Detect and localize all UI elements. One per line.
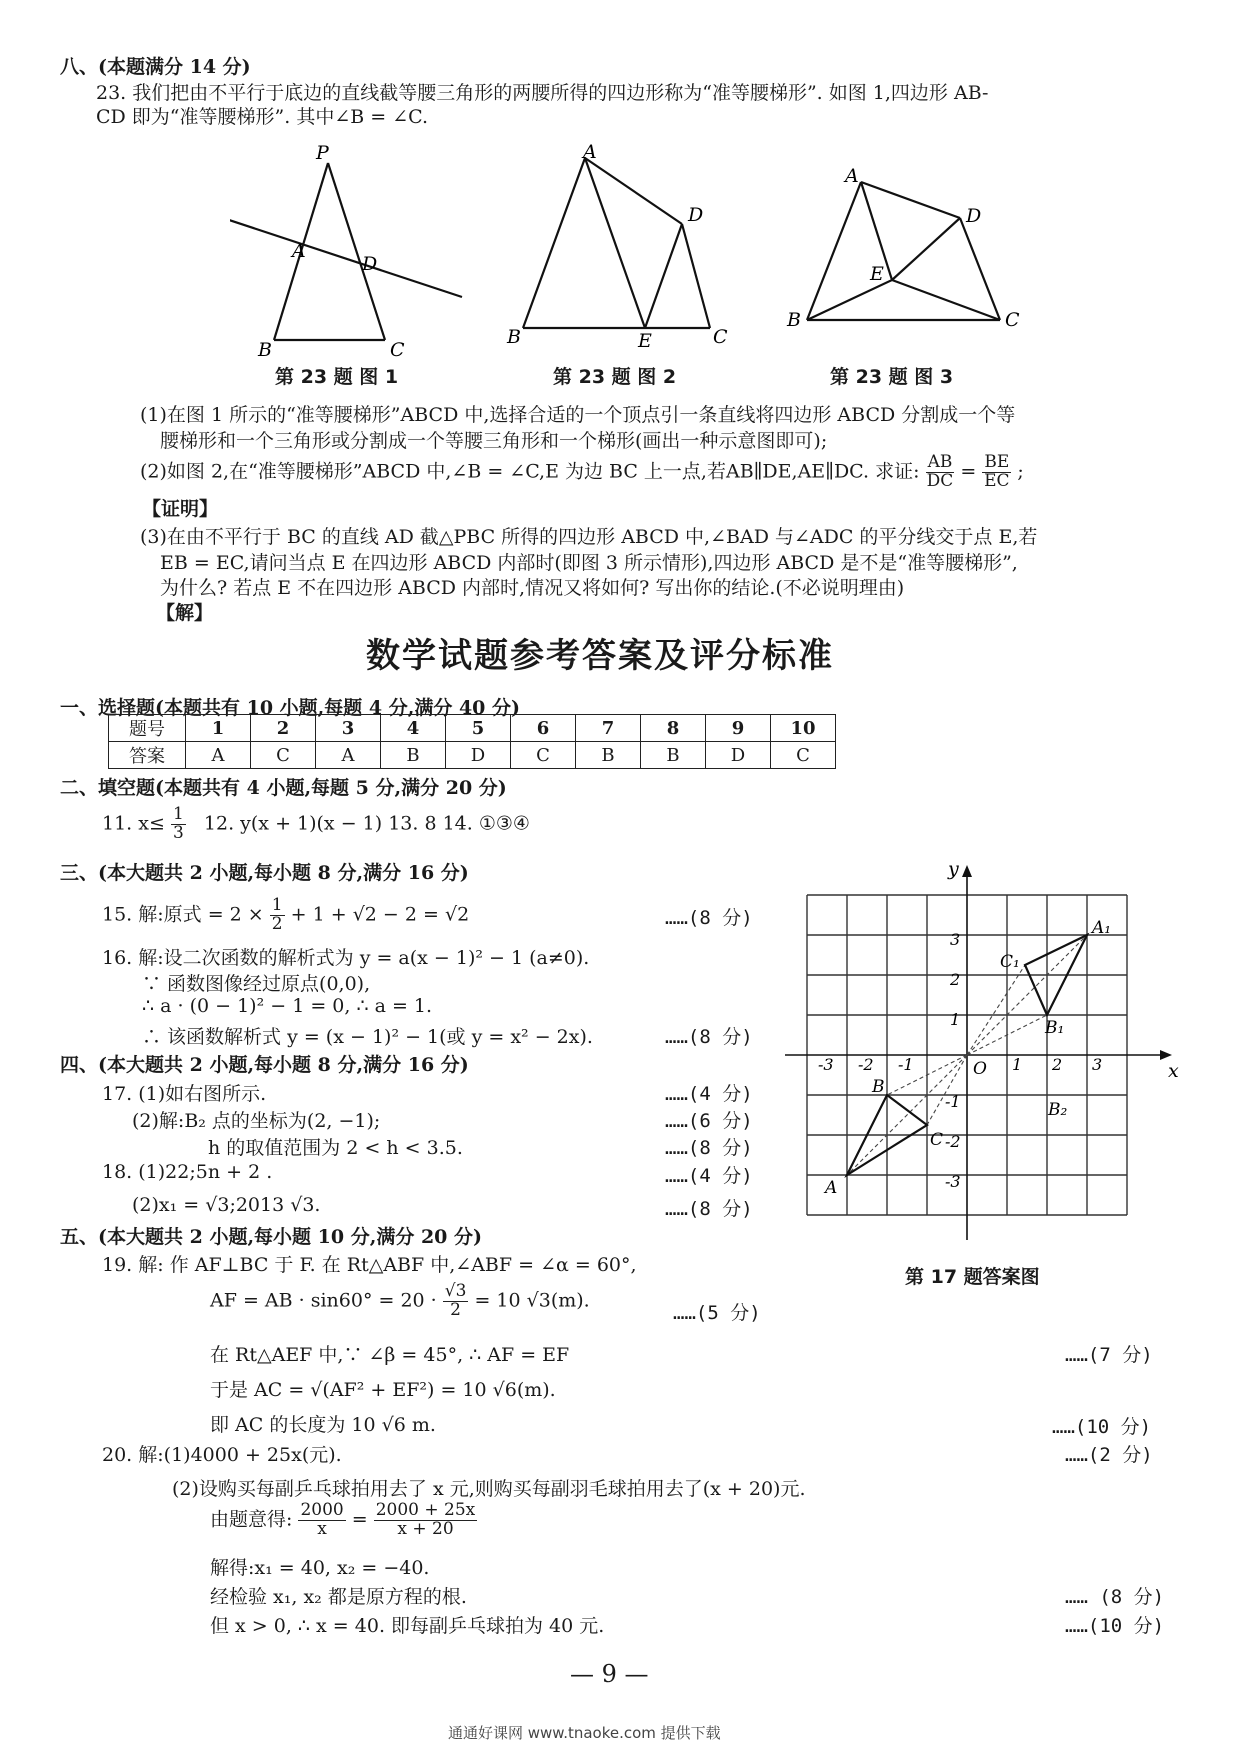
x-axis-label: x [1168,1060,1179,1082]
q23-part3-line3: 为什么? 若点 E 不在四边形 ABCD 内部时,情况又将如何? 写出你的结论.(不必说明理由) [160,577,905,599]
frac-num: 2000 [300,1500,344,1520]
y-tick: 3 [950,930,961,949]
q15-line [102,897,469,934]
x-tick: 2 [1052,1055,1063,1074]
page-number: — 9 — [570,1660,649,1688]
figure-1 [230,145,480,390]
q20-line1: 20. 解:(1)4000 + 25x(元). [102,1444,342,1466]
q15-b: + 1 + √2 − 2 = √2 [290,903,470,926]
frac-den: 2 [450,1299,461,1320]
q23-part2-text: (2)如图 2,在“准等腰梯形”ABCD 中,∠B = ∠C,E 为边 BC 上一点,若AB∥DE,AE∥DC. 求证: [140,460,920,483]
q17-line2-points: ……(6 分) [665,1110,753,1132]
fig3-caption: 第 23 题 图 3 [830,366,954,388]
q19-line2a: AF = AB · sin60° = 20 · [210,1289,437,1312]
table-cell: C [251,742,316,769]
fraction-be-ec [982,454,1011,491]
q20-line3 [210,1502,477,1539]
q16-line4: ∴ 该函数解析式 y = (x − 1)² − 1(或 y = x² − 2x). [142,1026,593,1048]
q20-line3a: 由题意得: [210,1508,293,1531]
fig1-label-c: C [390,339,405,361]
q20-line1-points: ……(2 分) [1065,1444,1153,1466]
q20-line6: 但 x > 0, ∴ x = 40. 即每副乒乓球拍为 40 元. [210,1615,605,1637]
table-cell: 4 [381,715,446,742]
q19-line2b: = 10 √3(m). [474,1289,590,1312]
table-cell: A [186,742,251,769]
answers-title: 数学试题参考答案及评分标准 [366,636,834,676]
table-cell: 6 [511,715,576,742]
table-cell: 5 [446,715,511,742]
frac-num: 2000 + 25x [375,1500,476,1520]
y-axis-arrow [962,865,972,877]
table-cell: C [771,742,836,769]
q12-q14-answers: 12. y(x + 1)(x − 1) 13. 8 14. ①③④ [203,812,530,835]
q18-line2-points: ……(8 分) [665,1198,753,1220]
q19-line5: 即 AC 的长度为 10 √6 m. [210,1414,436,1436]
table-cell: 1 [186,715,251,742]
frac-num: AB [927,452,953,472]
fig2-label-c: C [713,326,728,348]
point-label-b: B [872,1077,885,1097]
x-axis-arrow [1160,1050,1172,1060]
q20-line2: (2)设购买每副乒乓球拍用去了 x 元,则购买每副羽毛球拍用去了(x + 20)元. [172,1478,806,1500]
sec2-header: 二、填空题(本题共有 4 小题,每题 5 分,满分 20 分) [60,777,507,799]
q18-line1-points: ……(4 分) [665,1165,753,1187]
table-head-answer: 答案 [109,742,186,769]
table-cell: 2 [251,715,316,742]
frac-num: 1 [172,804,184,824]
q19-line2 [210,1283,590,1320]
q23-part1-line1: (1)在图 1 所示的“准等腰梯形”ABCD 中,选择合适的一个顶点引一条直线将四边形 ABCD 分割成一个等 [140,404,1016,426]
frac-den: 3 [172,822,184,843]
fig3-label-d: D [966,205,982,227]
point-label-a1: A₁ [1092,918,1112,938]
q23-text-line2: CD 即为“准等腰梯形”. 其中∠B = ∠C. [96,106,429,128]
semicolon: ; [1017,460,1024,483]
fig2-label-d: D [688,204,704,226]
table-row-answers [109,742,836,769]
table-cell: 8 [641,715,706,742]
table-cell: B [641,742,706,769]
table-cell: D [706,742,771,769]
table-cell: 7 [576,715,641,742]
q16-line1: 16. 解:设二次函数的解析式为 y = a(x − 1)² − 1 (a≠0). [102,947,590,969]
y-tick: 1 [950,1010,961,1029]
fig3-label-c: C [1005,309,1020,331]
q17-line3: h 的取值范围为 2 < h < 3.5. [208,1137,463,1159]
table-cell: 3 [316,715,381,742]
table-cell: C [511,742,576,769]
point-label-b1: B₁ [1045,1018,1065,1038]
origin-label: O [973,1059,987,1079]
table-cell: 10 [771,715,836,742]
x-tick: 3 [1092,1055,1103,1074]
table-cell: A [316,742,381,769]
fig2-label-a: A [583,141,597,163]
x-tick: -2 [858,1055,874,1074]
fig3-label-a: A [845,165,859,187]
frac-den: x + 20 [397,1518,454,1539]
q16-points: ……(8 分) [665,1026,753,1048]
q19-line3-points: ……(7 分) [1065,1344,1153,1366]
table-head-question: 题号 [109,715,186,742]
x-tick: -1 [898,1055,914,1074]
q20-line6-points: ……(10 分) [1065,1615,1165,1637]
fraction-one-third [171,806,186,843]
q20-line5: 经检验 x₁, x₂ 都是原方程的根. [210,1586,467,1608]
fig2-label-e: E [638,330,652,350]
q16-line2: ∵ 函数图像经过原点(0,0), [142,973,371,995]
q20-line4: 解得:x₁ = 40, x₂ = −40. [210,1557,430,1579]
sec1-header: 一、选择题(本题共有 10 小题,每题 4 分,满分 40 分) [60,697,520,719]
frac-den: EC [984,470,1010,491]
x-tick: 1 [1012,1055,1023,1074]
frac-den: DC [926,470,954,491]
point-label-c1: C₁ [1000,952,1020,972]
q23-part2 [140,454,1024,491]
q17-line3-points: ……(8 分) [665,1137,753,1159]
y-tick: 2 [950,970,961,989]
figure-2 [505,140,745,350]
fig1-label-b: B [258,339,272,361]
q17-line2: (2)解:B₂ 点的坐标为(2, −1); [132,1110,381,1132]
fraction-ab-dc [926,454,955,491]
equals-sign: = [960,460,977,483]
sec4-header: 四、(本大题共 2 小题,每小题 8 分,满分 16 分) [60,1054,469,1076]
y-tick: -2 [945,1132,961,1151]
q17-grid-figure [780,855,1200,1255]
q17-line1-points: ……(4 分) [665,1083,753,1105]
q18-line1: 18. (1)22;5n + 2 . [102,1161,273,1183]
q15-points: ……(8 分) [665,907,753,929]
q19-line4: 于是 AC = √(AF² + EF²) = 10 √6(m). [210,1379,556,1401]
q19-line3: 在 Rt△AEF 中,∵ ∠β = 45°, ∴ AF = EF [210,1344,570,1366]
point-label-a: A [825,1178,838,1198]
frac-num: 1 [271,895,283,915]
solve-label: 【解】 [156,602,214,624]
sec2-answers [102,806,530,843]
table-cell: B [576,742,641,769]
q17-figure-caption: 第 17 题答案图 [905,1266,1040,1288]
table-cell: 9 [706,715,771,742]
fig2-label-b: B [507,326,521,348]
frac-num: √3 [444,1281,467,1301]
fig1-label-d: D [362,253,378,275]
fraction-2000-over-x [298,1502,345,1539]
q23-text-line1: 23. 我们把由不平行于底边的直线截等腰三角形的两腰所得的四边形称为“准等腰梯形”. 如图 1,四边形 AB- [96,82,989,104]
x-tick: -3 [818,1055,834,1074]
y-tick: -3 [945,1172,961,1191]
table-row-numbers [109,715,836,742]
q23-header: 八、(本题满分 14 分) [60,56,251,78]
frac-den: 2 [271,913,283,934]
proof-label: 【证明】 [142,498,219,520]
point-label-b2: B₂ [1048,1100,1068,1120]
footer-source: 通通好课网 www.tnaoke.com 提供下载 [448,1724,721,1742]
q20-line5-points: …… (8 分) [1065,1586,1165,1608]
q23-part3-line1: (3)在由不平行于 BC 的直线 AD 截△PBC 所得的四边形 ABCD 中,∠BAD 与∠ADC 的平分线交于点 E,若 [140,526,1038,548]
q15-a: 15. 解:原式 = 2 × [102,903,264,926]
y-tick: -1 [945,1092,961,1111]
q16-line3: ∴ a · (0 − 1)² − 1 = 0, ∴ a = 1. [142,995,433,1017]
q23-part1-line2: 腰梯形和一个三角形或分割成一个等腰三角形和一个梯形(画出一种示意图即可); [160,430,828,452]
fraction-sqrt3-over-2 [443,1283,469,1320]
frac-num: BE [984,452,1010,472]
q11-prefix: 11. x≤ [102,812,165,835]
table-cell: B [381,742,446,769]
q19-line1: 19. 解: 作 AF⊥BC 于 F. 在 Rt△ABF 中,∠ABF = ∠α = 60°, [102,1254,637,1276]
fig1-label-p: P [316,145,329,164]
q17-line1: 17. (1)如右图所示. [102,1083,267,1105]
q18-line2: (2)x₁ = √3;2013 √3. [132,1194,321,1216]
frac-den: x [317,1518,327,1539]
fig3-label-b: B [787,309,801,331]
figure-3 [775,160,1035,340]
sec3-header: 三、(本大题共 2 小题,每小题 8 分,满分 16 分) [60,862,469,884]
fig1-label-a: A [292,240,306,262]
table-cell: D [446,742,511,769]
fig3-label-e: E [870,263,884,285]
point-label-c: C [930,1130,944,1150]
sec5-header: 五、(本大题共 2 小题,每小题 10 分,满分 20 分) [60,1226,482,1248]
fig1-caption: 第 23 题 图 1 [275,366,399,388]
fraction-rhs [374,1502,478,1539]
equals-sign: = [351,1508,368,1531]
fig2-caption: 第 23 题 图 2 [553,366,677,388]
fraction-one-half [270,897,285,934]
answer-table [108,714,836,769]
y-axis-label: y [948,858,959,880]
q23-part3-line2: EB = EC,请问当点 E 在四边形 ABCD 内部时(即图 3 所示情形),四边形 ABCD 是不是“准等腰梯形”, [160,552,1018,574]
q19-line5-points: ……(10 分) [1052,1416,1152,1438]
q19-line2-points: ……(5 分) [673,1302,761,1324]
